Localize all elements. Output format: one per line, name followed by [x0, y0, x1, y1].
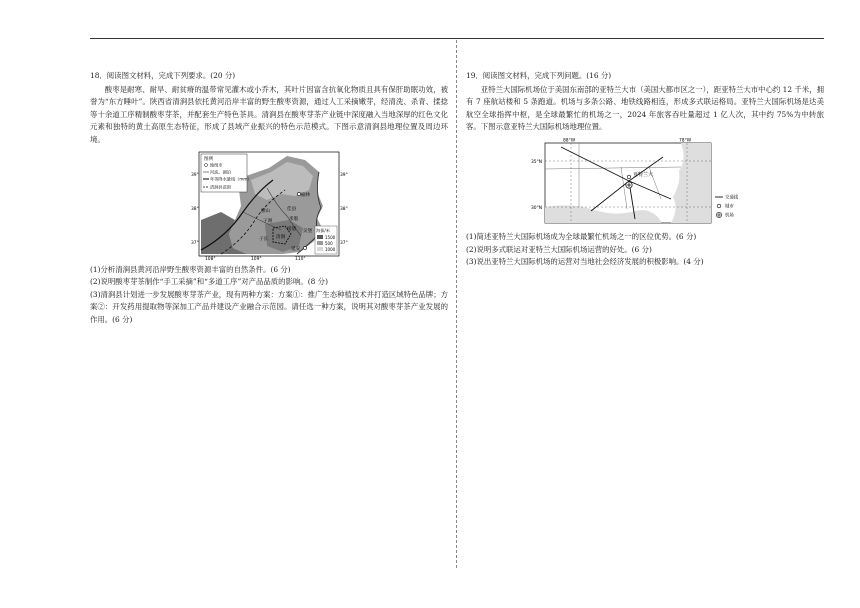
place-hengshan: 横山 [261, 208, 271, 214]
legend-county: 清涧县范围 [210, 184, 231, 190]
place-qingjian: 清涧 [276, 234, 286, 240]
place-yulin: 榆林 [301, 192, 311, 198]
question-18-sub-1: (1)分析清涧县黄河沿岸野生酸枣资源丰富的自然条件。(6 分) [90, 264, 291, 274]
lat-37: 37° [191, 240, 199, 246]
question-19-sub-2: (2)说明多式联运对亚特兰大国际机场运营的好处。(6 分) [466, 244, 652, 254]
lon-78w: 78°W [679, 138, 692, 144]
place-mizhi: 米脂 [289, 216, 299, 222]
lat-37-right: 37° [340, 240, 348, 246]
column-divider [456, 40, 457, 568]
legend-isohyet: 年等降水量线（mm） [210, 176, 252, 182]
elevation-500: 500 [325, 240, 333, 246]
lon-110: 110° [295, 256, 306, 262]
question-19-material: 亚特兰大国际机场位于美国东南部的亚特兰大市（美国大都市区之一），距亚特兰大市中心约 12 千米，拥有 7 座航站楼和 5 条跑道。机场与多条公路、地铁线路相连，形成多式联运格局。亚特兰大国际机场是达美航空全球指挥中枢，是全球最繁忙的机场之一，2024 年旅客吞吐量超过 1 亿人次，其中约 75%为中转旅客。下图示意亚特兰大国际机场地理位置。 [466, 84, 824, 132]
atlanta-location-map [531, 137, 759, 227]
elevation-1000: 1000 [325, 246, 336, 252]
legend-title: 图例 [204, 156, 214, 162]
qingjian-map-svg [191, 150, 347, 260]
lat-39: 39° [191, 172, 199, 178]
question-18-material: 酸枣是耐寒、耐旱、耐贫瘠的温带常见灌木或小乔木，其叶片因富含抗氧化物质且具有保肝助眠功效，被誉为“东方睡叶”。陕西省清涧县依托黄河沿岸丰富的野生酸枣资源，通过人工采摘嫩芽，经清洗、杀青、揉捻等十余道工序精制酸枣芽茶，并配套生产特色茶具。清涧县在酸枣芽茶产业链中深度融入当地深厚的红色文化元素和独特的黄土高原生态特征，形成了县域产业振兴的特色示范模式。下图示意清涧县地理位置及周边环境。 [90, 84, 448, 144]
place-zizhou: 子洲 [263, 218, 273, 224]
legend-city: 地级市 [210, 162, 223, 168]
place-suide: 绥德 [287, 226, 297, 232]
atlanta-map-svg [531, 137, 759, 227]
question-19-sub-3: (3)说出亚特兰大国际机场的运营对当地社会经济发展的积极影响。(4 分) [466, 257, 704, 267]
lat-39-right: 39° [340, 172, 348, 178]
lat-35n: 35°N [531, 159, 543, 165]
question-19-heading: 19．阅读图文材料，完成下列问题。(16 分) [466, 71, 612, 80]
elevation-title: 海拔/米 [316, 227, 330, 233]
place-wubao: 吴堡 [303, 228, 313, 234]
question-18-sub-3: (3)清涧县计划进一步发展酸枣芽茶产业，现有两种方案：方案①：推广生态种植技术并打造区域特色品牌；方案②：开发药用提取物等深加工产品并建设产业融合示范园。请任选一种方案，说明其对酸枣芽茶产业发展的作用。(6 分) [90, 289, 448, 324]
question-19 [466, 70, 824, 269]
legend-city: 城市 [725, 204, 734, 210]
question-18 [90, 70, 448, 327]
city-atlanta: 亚特兰大 [633, 171, 654, 178]
legend-transport: 交通线 [725, 195, 739, 201]
qingjian-location-map [191, 150, 347, 260]
lon-108: 108° [205, 256, 216, 262]
place-jiaxian: 佳县 [287, 206, 297, 212]
legend-river: 河流、湖泊 [210, 169, 231, 175]
lat-30n: 30°N [531, 205, 543, 211]
header-rule [90, 38, 824, 39]
place-zichang: 子长 [259, 236, 269, 242]
question-18-sub-2: (2)说明酸枣芽茶制作“手工采摘”和“多道工序”对产品品质的影响。(8 分) [90, 277, 328, 287]
legend-airport: 机场 [725, 213, 734, 219]
lon-88w: 88°W [563, 138, 576, 144]
elevation-1500: 1500 [325, 234, 336, 240]
lat-38-right: 38° [340, 206, 348, 212]
place-yanan: 延安 [291, 246, 301, 252]
lon-109: 109° [251, 256, 262, 262]
question-18-heading: 18．阅读图文材料，完成下列要求。(20 分) [90, 71, 236, 80]
lat-38: 38° [191, 206, 199, 212]
question-19-sub-1: (1)简述亚特兰大国际机场成为全球最繁忙机场之一的区位优势。(6 分) [466, 231, 697, 241]
